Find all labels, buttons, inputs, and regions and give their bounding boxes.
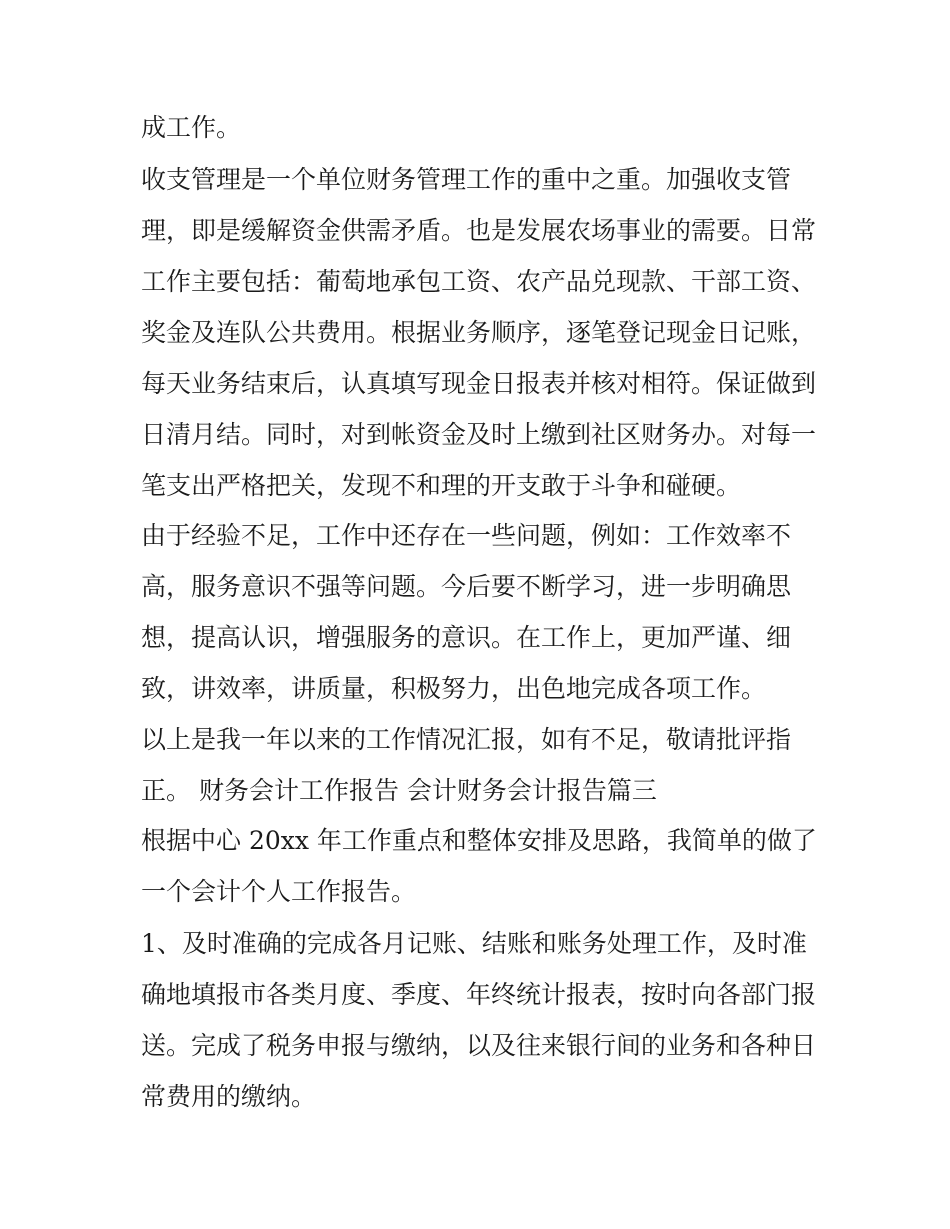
text-line: 1、及时准确的完成各月记账、结账和账务处理工作，及时准 bbox=[141, 929, 807, 958]
text-line: 正。 财务会计工作报告 会计财务会计报告篇三 bbox=[141, 776, 657, 805]
text-line: 确地填报市各类月度、季度、年终统计报表，按时向各部门报 bbox=[141, 980, 817, 1009]
text-line: 常费用的缴纳。 bbox=[141, 1082, 317, 1111]
text-line: 致，讲效率，讲质量，积极努力，出色地完成各项工作。 bbox=[141, 674, 767, 703]
text-line: 一个会计个人工作报告。 bbox=[141, 877, 417, 906]
text-line: 以上是我一年以来的工作情况汇报，如有不足，敬请批评指 bbox=[141, 725, 792, 754]
text-line: 理，即是缓解资金供需矛盾。也是发展农场事业的需要。日常 bbox=[141, 216, 817, 245]
text-line: 收支管理是一个单位财务管理工作的重中之重。加强收支管 bbox=[141, 165, 792, 194]
text-line: 日清月结。同时，对到帐资金及时上缴到社区财务办。对每一 bbox=[141, 420, 817, 449]
text-line: 笔支出严格把关，发现不和理的开支敢于斗争和碰硬。 bbox=[141, 471, 742, 500]
text-line: 高，服务意识不强等问题。今后要不断学习，进一步明确思 bbox=[141, 572, 792, 601]
text-line: 工作主要包括：葡萄地承包工资、农产品兑现款、干部工资、 bbox=[141, 267, 817, 296]
text-line: 根据中心 20xx 年工作重点和整体安排及思路，我简单的做了 bbox=[141, 826, 817, 855]
text-line: 想，提高认识，增强服务的意识。在工作上，更加严谨、细 bbox=[141, 623, 792, 652]
text-line: 成工作。 bbox=[141, 113, 242, 142]
text-line: 送。完成了税务申报与缴纳，以及往来银行间的业务和各种日 bbox=[141, 1031, 817, 1060]
text-line: 奖金及连队公共费用。根据业务顺序，逐笔登记现金日记账， bbox=[141, 318, 817, 347]
text-line: 由于经验不足，工作中还存在一些问题，例如：工作效率不 bbox=[141, 521, 792, 550]
text-line: 每天业务结束后，认真填写现金日报表并核对相符。保证做到 bbox=[141, 369, 817, 398]
